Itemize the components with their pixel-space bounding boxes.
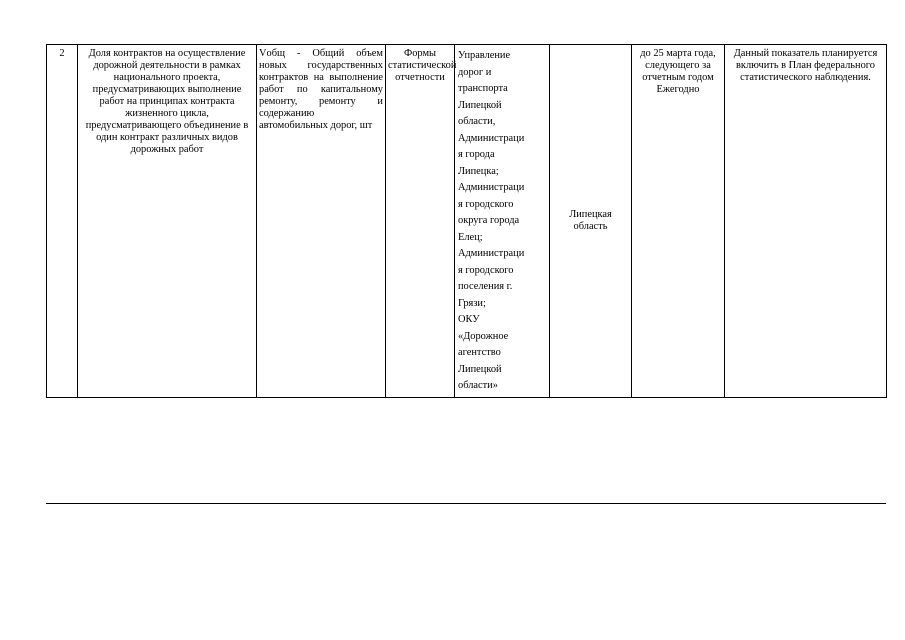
- responsible-line: Администраци: [458, 132, 525, 144]
- territory-cell: Липецкая область: [550, 45, 632, 398]
- responsible-line: округа города: [458, 215, 520, 226]
- responsible-line: Управление: [458, 50, 511, 61]
- table-row: [47, 45, 887, 398]
- footer-divider: [46, 503, 886, 504]
- responsible-line: агентство: [458, 347, 501, 358]
- responsible-line: Липецкой: [458, 99, 502, 111]
- formula-cell: Vобщ - Общий объем новых государственных контрактов на выполнение работ по капитальному ремонту, ремонту и содержанию автомобильных дорог, шт: [257, 45, 386, 398]
- responsible-line: я города: [458, 149, 495, 160]
- responsible-line: Администраци: [458, 248, 525, 259]
- responsible-line: ОКУ: [458, 314, 480, 325]
- responsible-line: Грязи;: [458, 297, 486, 309]
- responsible-line: Липецка;: [458, 165, 499, 177]
- responsible-line: транспорта: [458, 83, 508, 94]
- responsible-line: дорог и: [458, 66, 492, 78]
- responsible-line: Администраци: [458, 182, 525, 193]
- responsible-line: поселения г.: [458, 281, 513, 292]
- responsible-line: «Дорожное: [458, 330, 509, 342]
- responsible-line: Елец;: [458, 231, 483, 243]
- data-source-cell: Формы статистической отчетности: [386, 45, 455, 398]
- row-number-cell: 2: [47, 45, 78, 398]
- responsible-line: области»: [458, 380, 498, 391]
- indicator-name-cell: Доля контрактов на осуществление дорожной деятельности в рамках национального проекта, предусматривающих выполнение работ на принципах контракта жизненного цикла, предусматривающего объединение в один контракт различных видов дорожных работ: [78, 45, 257, 398]
- deadline-cell: до 25 марта года, следующего за отчетным годом Ежегодно: [632, 45, 725, 398]
- responsible-line: Липецкой: [458, 363, 502, 375]
- indicators-table: [46, 44, 887, 398]
- responsible-line: области,: [458, 116, 496, 127]
- note-cell: Данный показатель планируется включить в План федерального статистического наблюдения.: [725, 45, 887, 398]
- responsible-line: я городского: [458, 264, 514, 276]
- responsible-line: я городского: [458, 198, 514, 210]
- responsible-cell: [455, 45, 550, 398]
